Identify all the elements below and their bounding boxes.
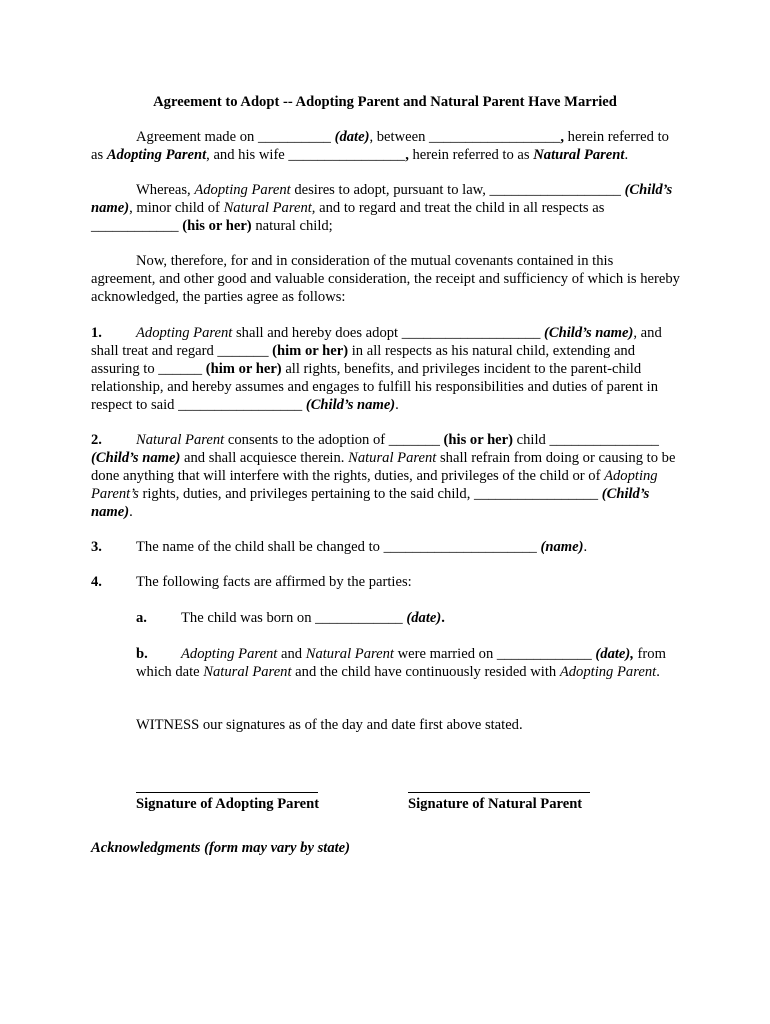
term-natural-parent: Natural Parent: [203, 664, 292, 680]
section-4: [91, 573, 681, 591]
term-adopting-parent: Adopting Parent: [194, 182, 291, 198]
term-natural-parent: Natural Parent: [533, 147, 625, 163]
section-number: 4.: [91, 574, 102, 590]
text: .: [441, 610, 445, 626]
text: natural child;: [251, 218, 333, 234]
text: The following facts are affirmed by the parties:: [136, 574, 412, 590]
childs-name-placeholder: (Child’s name): [544, 325, 634, 341]
childs-name-placeholder: (Child’s name): [91, 450, 181, 466]
term-natural-parent: Natural Parent: [348, 450, 437, 466]
term-natural-parent: Natural Parent: [136, 432, 225, 448]
childs-name-placeholder: (Child’s name): [305, 397, 396, 413]
text: herein referred to as: [408, 147, 534, 163]
document-title: Agreement to Adopt -- Adopting Parent and Natural Parent Have Married: [153, 94, 617, 110]
pronoun-placeholder: (him or her): [205, 361, 282, 377]
text: and: [277, 646, 306, 662]
text: The name of the child shall be changed to _____________________: [136, 539, 541, 555]
term-natural-parent: Natural Parent,: [223, 200, 316, 216]
text: herein referred to as: [91, 129, 669, 163]
text: , minor child of: [129, 200, 224, 216]
term-adopting-parent: Adopting Parent: [181, 646, 278, 662]
section-4b: [136, 645, 681, 681]
acknowledgments-heading: Acknowledgments (form may vary by state): [91, 840, 351, 856]
term-adopting-parent: Adopting Parent: [559, 664, 657, 680]
text: consents to the adoption of _______: [224, 432, 444, 448]
pronoun-placeholder: (his or her): [182, 218, 252, 234]
section-number: 1.: [91, 325, 102, 341]
natural-parent-signature-label: Signature of Natural Parent: [408, 796, 583, 812]
text: .: [624, 147, 629, 163]
text: .: [395, 397, 399, 413]
section-number: 3.: [91, 539, 102, 555]
text: from which date: [136, 646, 666, 680]
text: in all respects as his natural child, extending and assuring to ______: [91, 343, 636, 377]
text: and shall acquiesce therein.: [180, 450, 349, 466]
whereas-paragraph: [91, 181, 681, 235]
text: were married on _____________: [393, 646, 596, 662]
adopting-parent-signature-label: Signature of Adopting Parent: [136, 796, 320, 812]
section-3: [91, 538, 681, 556]
date-placeholder: (date),: [595, 646, 634, 662]
text: child _______________: [513, 432, 659, 448]
date-placeholder: (date): [406, 610, 442, 626]
text: , and his wife ________________: [206, 147, 406, 163]
subsection-label: a.: [136, 610, 147, 626]
section-number: 2.: [91, 432, 102, 448]
text: .: [129, 504, 133, 520]
text: The child was born on ____________: [181, 610, 407, 626]
intro-paragraph: [91, 128, 681, 164]
text: ,: [560, 129, 565, 145]
text: .: [583, 539, 588, 555]
section-1: [91, 324, 681, 414]
pronoun-placeholder: (his or her): [443, 432, 513, 448]
text: Whereas,: [136, 182, 195, 198]
now-therefore-paragraph: Now, therefore, for and in consideration of the mutual covenants contained in this agreement, and other good and valuable consideration, the receipt and sufficiency of which is hereby acknowledged, the parties agree as follows:: [91, 253, 680, 305]
text: all rights, benefits, and privileges incident to the parent-child relationship, and hereby assumes and engages to fulfill his responsibilities and duties of parent in respect to said _________________: [91, 361, 659, 413]
text: .: [656, 664, 660, 680]
name-placeholder: (name): [540, 539, 584, 555]
term-adopting-parent: Adopting Parent: [136, 325, 233, 341]
text: desires to adopt, pursuant to law, __________________: [290, 182, 625, 198]
section-4a: [136, 609, 681, 627]
section-2: [91, 431, 681, 521]
text: and to regard and treat the child in all respects as ____________: [91, 200, 605, 234]
text: rights, duties, and privileges pertaining to the said child, _________________: [138, 486, 602, 502]
term-natural-parent: Natural Parent: [305, 646, 394, 662]
text: Agreement made on __________: [136, 129, 335, 145]
text: ,: [405, 147, 409, 163]
childs-name-placeholder: (Child’s name): [91, 486, 650, 520]
text: , between __________________: [369, 129, 561, 145]
text: shall and hereby does adopt ___________________: [232, 325, 545, 341]
subsection-label: b.: [136, 646, 148, 662]
childs-name-placeholder: (Child’s name): [91, 182, 673, 216]
text: , and shall treat and regard _______: [91, 325, 662, 359]
text: and the child have continuously resided with: [291, 664, 560, 680]
term-adopting-parent: Adopting Parent: [106, 147, 207, 163]
term-adopting-parent: Adopting Parent’s: [91, 468, 658, 502]
witness-statement: WITNESS our signatures as of the day and date first above stated.: [136, 717, 523, 733]
date-placeholder: (date): [334, 129, 370, 145]
natural-parent-signature-line[interactable]: [408, 776, 590, 793]
adopting-parent-signature-line[interactable]: [136, 776, 318, 793]
text: shall refrain from doing or causing to be done anything that will interfere with the rights, duties, and privileges of the child or of: [91, 450, 676, 484]
pronoun-placeholder: (him or her): [272, 343, 349, 359]
